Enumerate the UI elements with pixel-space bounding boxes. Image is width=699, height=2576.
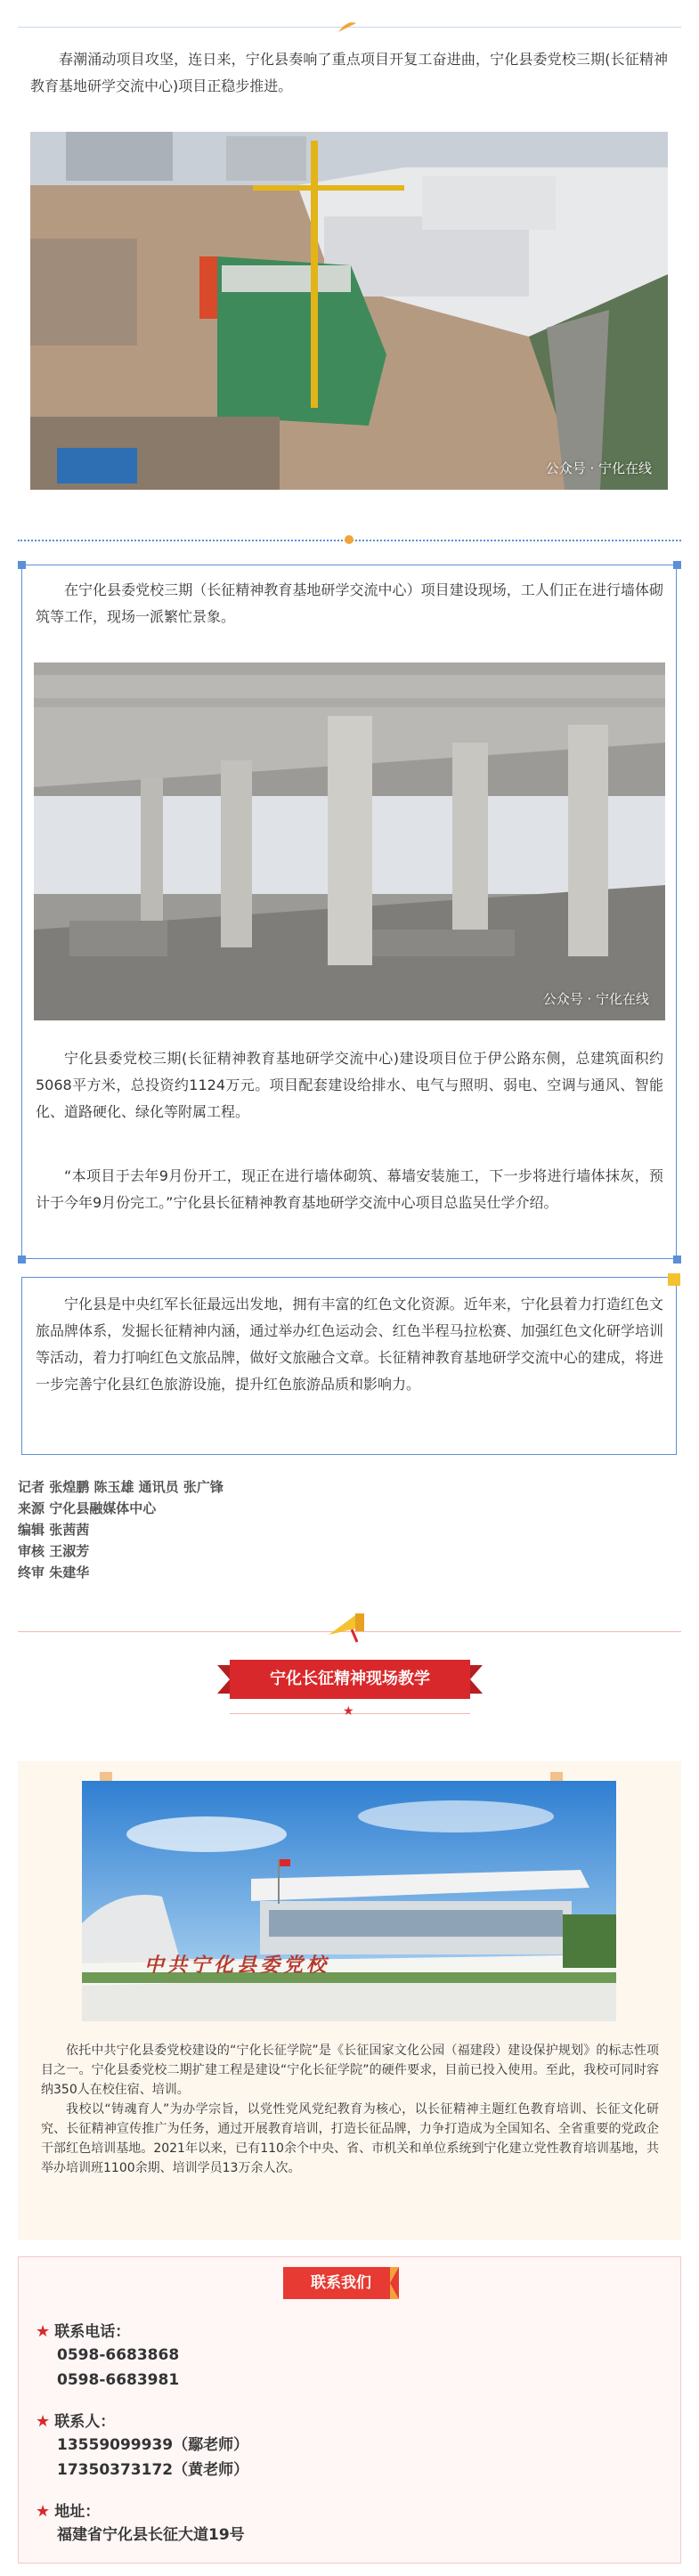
star-icon: ★ (36, 2322, 51, 2341)
credit-line: 审核 王淑芳 (18, 1543, 90, 1559)
phone-number[interactable]: 0598-6683868 (57, 2346, 180, 2364)
contact-title: 联系我们 (311, 2274, 371, 2292)
box-corner-tag (668, 1273, 680, 1286)
ribbon-tail-left (217, 1665, 230, 1694)
school-paragraph-2: 我校以“铸魂育人”为办学宗旨，以党性党风党纪教育为核心，以长征精神主题红色教育培训、长征文化研究、长征精神宣传推广为任务，通过开展教育培训，打造长征品牌，力争打造成为全国知名、全省重要的党政企干部红色培训基地。2021年以来，已有110余个中央、省、市机关和单位系统到宁化建立党性教育培训基地，共举办培训班1100余期、培训学员13万余人次。 (41, 2102, 659, 2175)
phone-number[interactable]: 0598-6683981 (57, 2371, 180, 2389)
star-icon: ★ (36, 2502, 51, 2521)
credit-line: 记者 张煌鹏 陈玉雄 通讯员 张广锋 (18, 1479, 224, 1495)
construction-aerial-photo (30, 132, 668, 490)
person-label: 联系人： (54, 2413, 116, 2431)
address-label: 地址： (54, 2503, 101, 2521)
contact-person[interactable]: 13559099939（鄢老师） (57, 2436, 249, 2454)
ribbon-tail-right (470, 1665, 483, 1694)
red-culture-paragraph: 宁化县是中央红军长征最远出发地，拥有丰富的红色文化资源。近年来，宁化县着力打造红色文旅品牌体系，发掘长征精神内涵，通过举办红色运动会、红色半程马拉松赛、加强红色文化研学培训等活动，着力打响红色文旅品牌，做好文旅融合文章。长征精神教育基地研学交流中心的建成，将进一步完善宁化县红色旅游设施，提升红色旅游品质和影响力。 (36, 1296, 663, 1393)
phone-label: 联系电话： (54, 2323, 131, 2341)
credit-line: 编辑 张茜茜 (18, 1522, 90, 1538)
watermark: 公众号 · 宁化在线 (545, 460, 652, 476)
frame-corner-bl (18, 1255, 26, 1264)
scale-paragraph: 宁化县委党校三期(长征精神教育基地研学交流中心)建设项目位于伊公路东侧，总建筑面积约5068平方米，总投资约1124万元。项目配套建设给排水、电气与照明、弱电、空调与通风、智能化、道路硬化、绿化等附属工程。 (36, 1050, 663, 1120)
intro-paragraph: 春潮涌动项目攻坚，连日来，宁化县奏响了重点项目开复工奋进曲，宁化县委党校三期(长征精神教育基地研学交流中心)项目正稳步推进。 (30, 51, 668, 94)
star-icon: ★ (343, 1704, 354, 1719)
frame-corner-tl (18, 561, 26, 569)
feather-icon (337, 20, 358, 34)
star-icon: ★ (36, 2412, 51, 2431)
construction-interior-photo (34, 662, 665, 1020)
credits (18, 1476, 552, 1583)
frame-corner-br (673, 1255, 681, 1264)
contact-person[interactable]: 17350373172（黄老师） (57, 2461, 249, 2479)
credit-line: 来源 宁化县融媒体中心 (18, 1500, 157, 1516)
banner-title: 宁化长征精神现场教学 (270, 1670, 430, 1688)
credit-line: 终审 朱建华 (18, 1564, 90, 1581)
watermark: 公众号 · 宁化在线 (542, 991, 649, 1007)
horn-icon (325, 1608, 375, 1644)
school-sign-text: 中共宁化县委党校 (144, 1954, 330, 1977)
address-value: 福建省宁化县长征大道19号 (57, 2526, 245, 2544)
party-school-photo (82, 1781, 616, 2021)
quote-paragraph: “本项目于去年9月份开工，现正在进行墙体砌筑、幕墙安装施工，下一步将进行墙体抹灰，预计于今年9月份完工。”宁化县长征精神教育基地研学交流中心项目总监吴仕学介绍。 (36, 1167, 663, 1211)
site-paragraph: 在宁化县委党校三期（长征精神教育基地研学交流中心）项目建设现场，工人们正在进行墙体砌筑等工作，现场一派繁忙景象。 (36, 581, 663, 625)
frame-corner-tr (673, 561, 681, 569)
divider-dot (345, 535, 354, 544)
school-paragraph-1: 依托中共宁化县委党校建设的“宁化长征学院”是《长征国家文化公园（福建段）建设保护规划》的标志性项目之一。宁化县委党校二期扩建工程是建设“宁化长征学院”的硬件要求，目前已投入使用。至此，我校可同时容纳350人在校住宿、培训。 (41, 2044, 659, 2097)
